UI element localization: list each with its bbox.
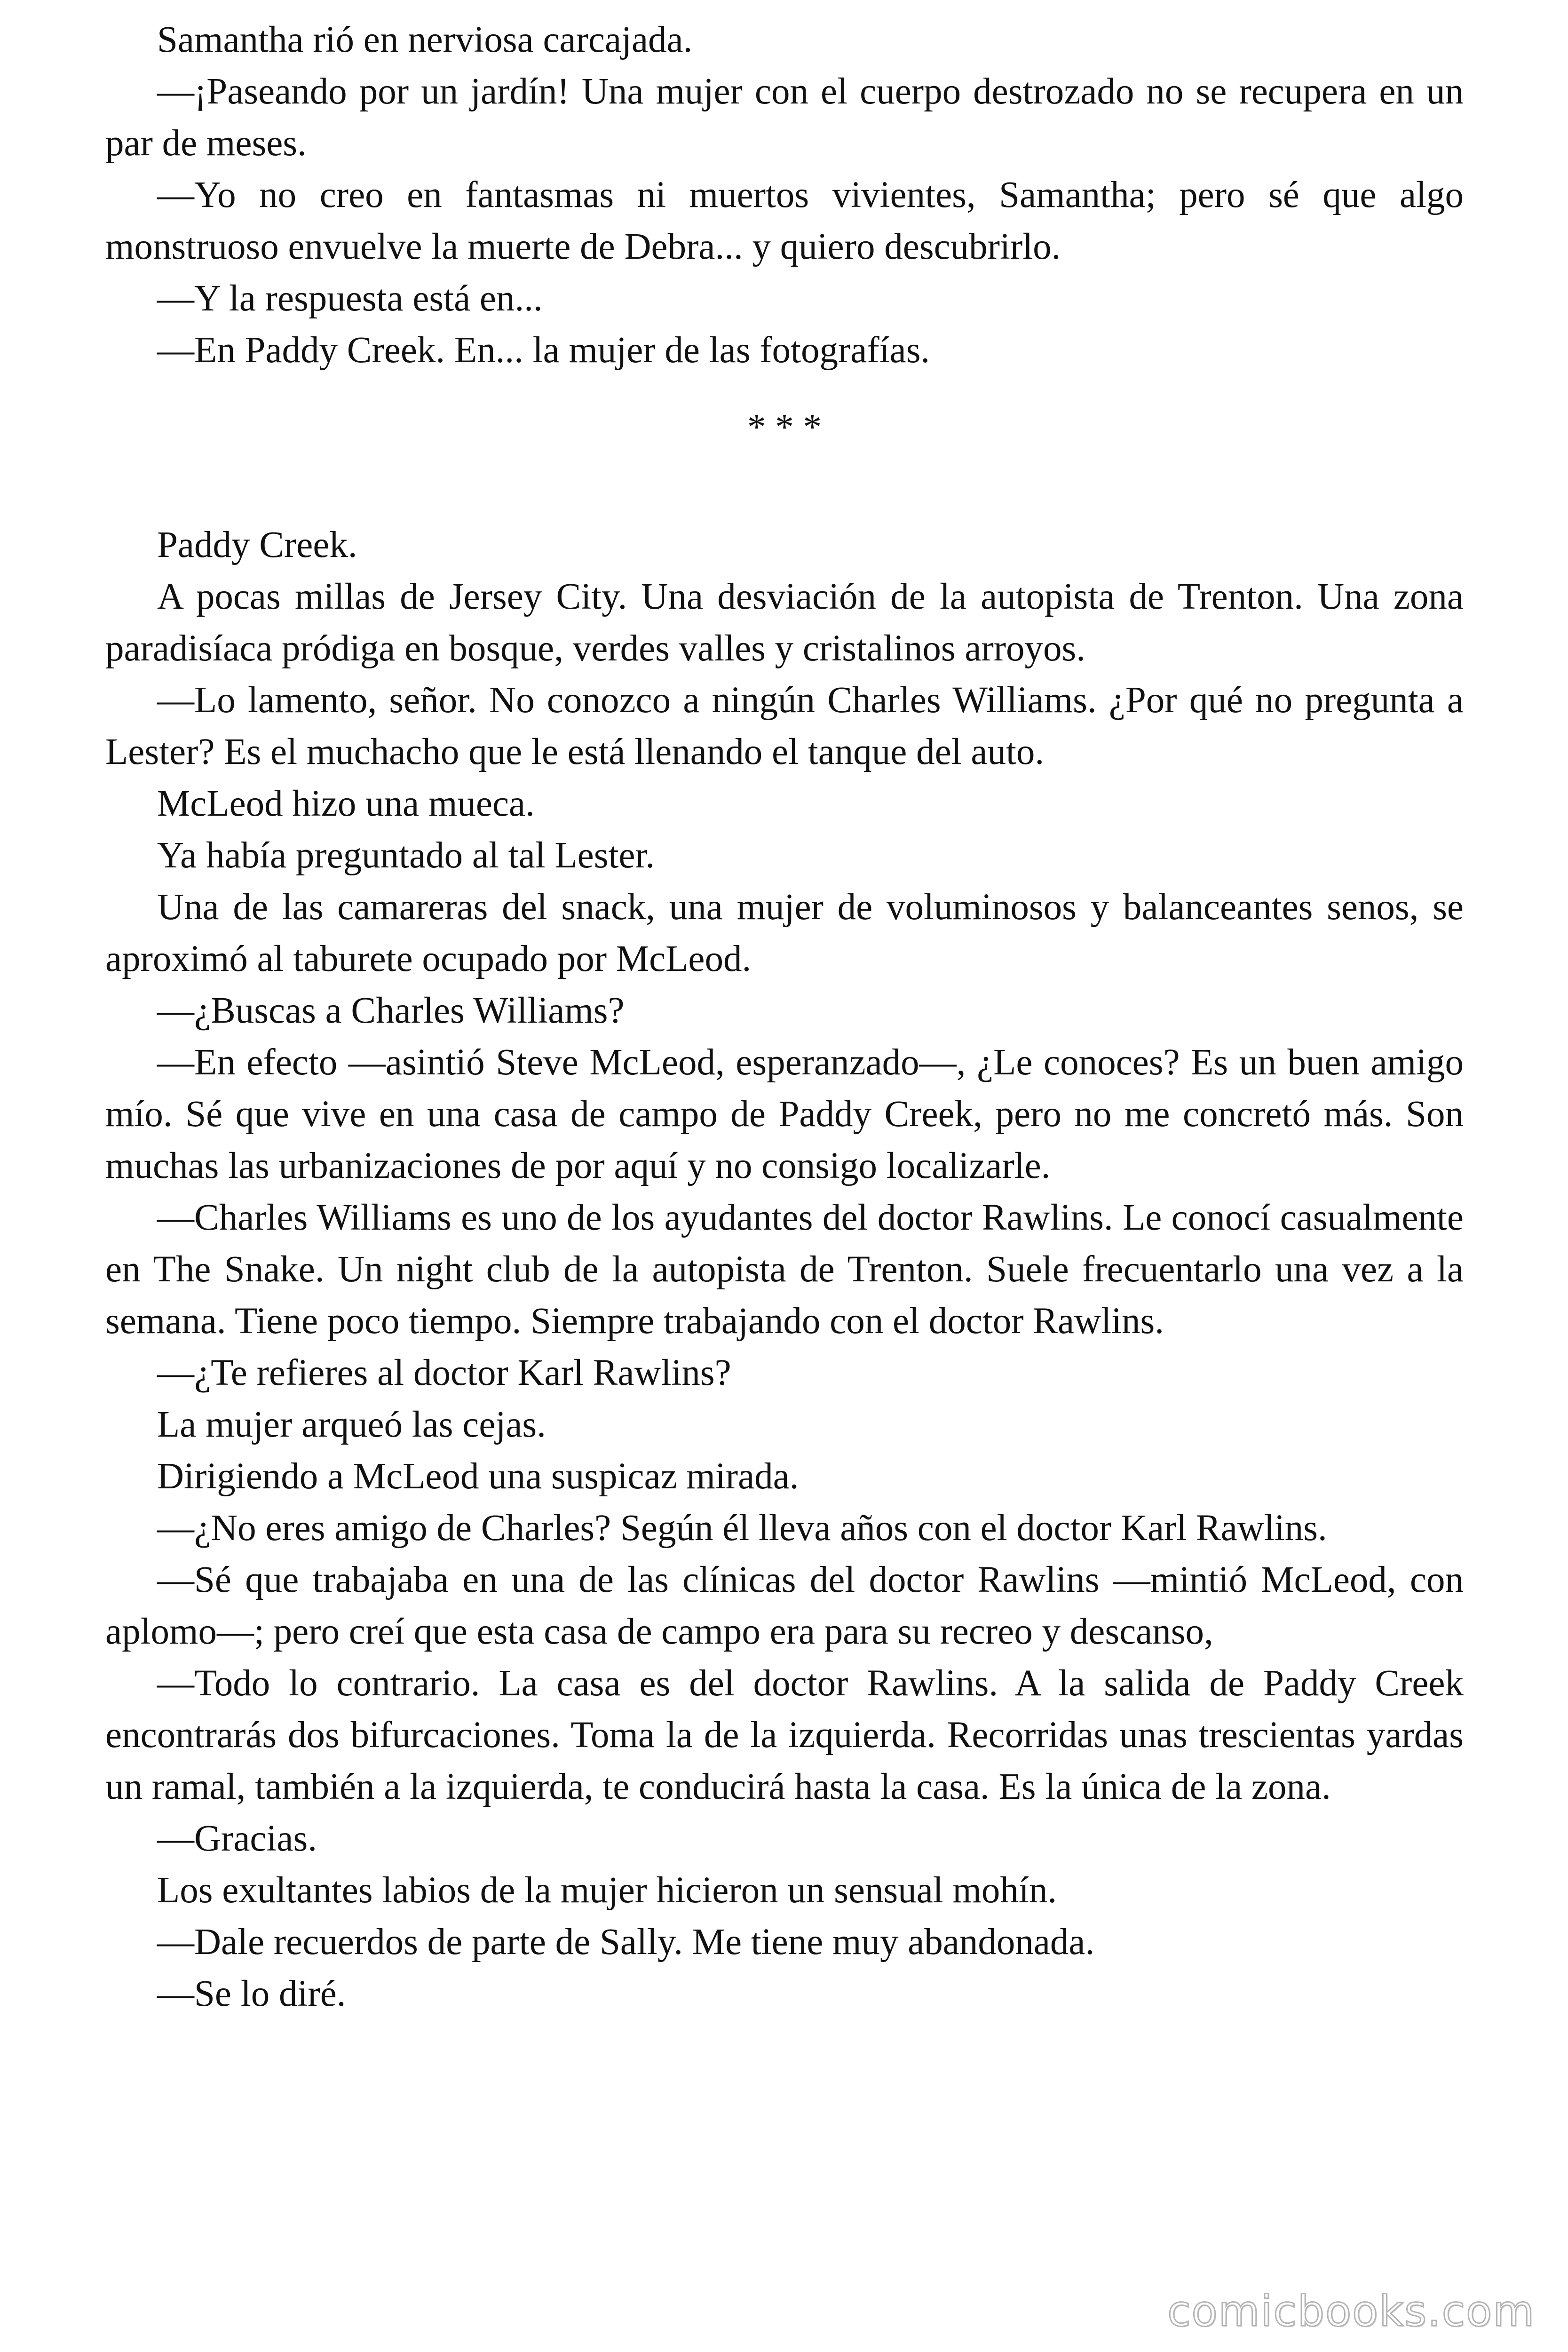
paragraph: —¿Buscas a Charles Williams? bbox=[157, 990, 625, 1031]
paragraph: La mujer arqueó las cejas. bbox=[157, 1404, 546, 1445]
paragraph: —En efecto —asintió Steve McLeod, esperanzado—, ¿Le conoces? Es un buen amigo mío. Sé que vive en una casa de campo de Paddy Creek, pero no me concretó más. Son muchas las urbanizaciones de por aquí y no consigo localizarle. bbox=[105, 1042, 1464, 1186]
paragraph: Los exultantes labios de la mujer hicieron un sensual mohín. bbox=[157, 1870, 1057, 1911]
paragraph: —Todo lo contrario. La casa es del doctor Rawlins. A la salida de Paddy Creek encontrarás dos bifurcaciones. Toma la de la izquierda. Recorridas unas trescientas yardas un ramal, también a la izquierda, te conducirá hasta la casa. Es la única de la zona. bbox=[105, 1663, 1464, 1807]
paragraph: Samantha rió en nerviosa carcajada. bbox=[157, 19, 693, 60]
paragraph: —Lo lamento, señor. No conozco a ningún Charles Williams. ¿Por qué no pregunta a Lester? Es el muchacho que le está llenando el tanque del auto. bbox=[105, 680, 1464, 772]
paragraph: Una de las camareras del snack, una mujer de voluminosos y balanceantes senos, se aproximó al taburete ocupado por McLeod. bbox=[105, 887, 1464, 979]
paragraph: —Se lo diré. bbox=[157, 1973, 346, 2014]
watermark: comicbooks.com bbox=[1167, 2287, 1535, 2336]
paragraph: —¿No eres amigo de Charles? Según él lleva años con el doctor Karl Rawlins. bbox=[157, 1508, 1327, 1549]
paragraph: Paddy Creek. bbox=[157, 524, 357, 565]
paragraph: McLeod hizo una mueca. bbox=[157, 783, 535, 824]
book-page bbox=[105, 14, 1464, 2020]
paragraph: —Y la respuesta está en... bbox=[157, 278, 543, 319]
paragraph: —Dale recuerdos de parte de Sally. Me tiene muy abandonada. bbox=[157, 1922, 1095, 1963]
paragraph: —En Paddy Creek. En... la mujer de las fotografías. bbox=[157, 330, 930, 371]
paragraph: A pocas millas de Jersey City. Una desviación de la autopista de Trenton. Una zona paradisíaca pródiga en bosque, verdes valles y cristalinos arroyos. bbox=[105, 576, 1464, 669]
paragraph: —Sé que trabajaba en una de las clínicas del doctor Rawlins —mintió McLeod, con aplomo—; pero creí que esta casa de campo era para su recreo y descanso, bbox=[105, 1559, 1464, 1652]
paragraph: —¿Te refieres al doctor Karl Rawlins? bbox=[157, 1352, 731, 1393]
section-break: * * * bbox=[747, 407, 822, 448]
paragraph: Dirigiendo a McLeod una suspicaz mirada. bbox=[157, 1456, 799, 1497]
paragraph: —Charles Williams es uno de los ayudantes del doctor Rawlins. Le conocí casualmente en The Snake. Un night club de la autopista de Trenton. Suele frecuentarlo una vez a la semana. Tiene poco tiempo. Siempre trabajando con el doctor Rawlins. bbox=[105, 1197, 1464, 1342]
paragraph: Ya había preguntado al tal Lester. bbox=[157, 835, 655, 876]
paragraph: —Yo no creo en fantasmas ni muertos vivientes, Samantha; pero sé que algo monstruoso envuelve la muerte de Debra... y quiero descubrirlo. bbox=[105, 175, 1464, 267]
paragraph: —¡Paseando por un jardín! Una mujer con el cuerpo destrozado no se recupera en un par de meses. bbox=[105, 71, 1464, 164]
paragraph: —Gracias. bbox=[157, 1818, 317, 1859]
